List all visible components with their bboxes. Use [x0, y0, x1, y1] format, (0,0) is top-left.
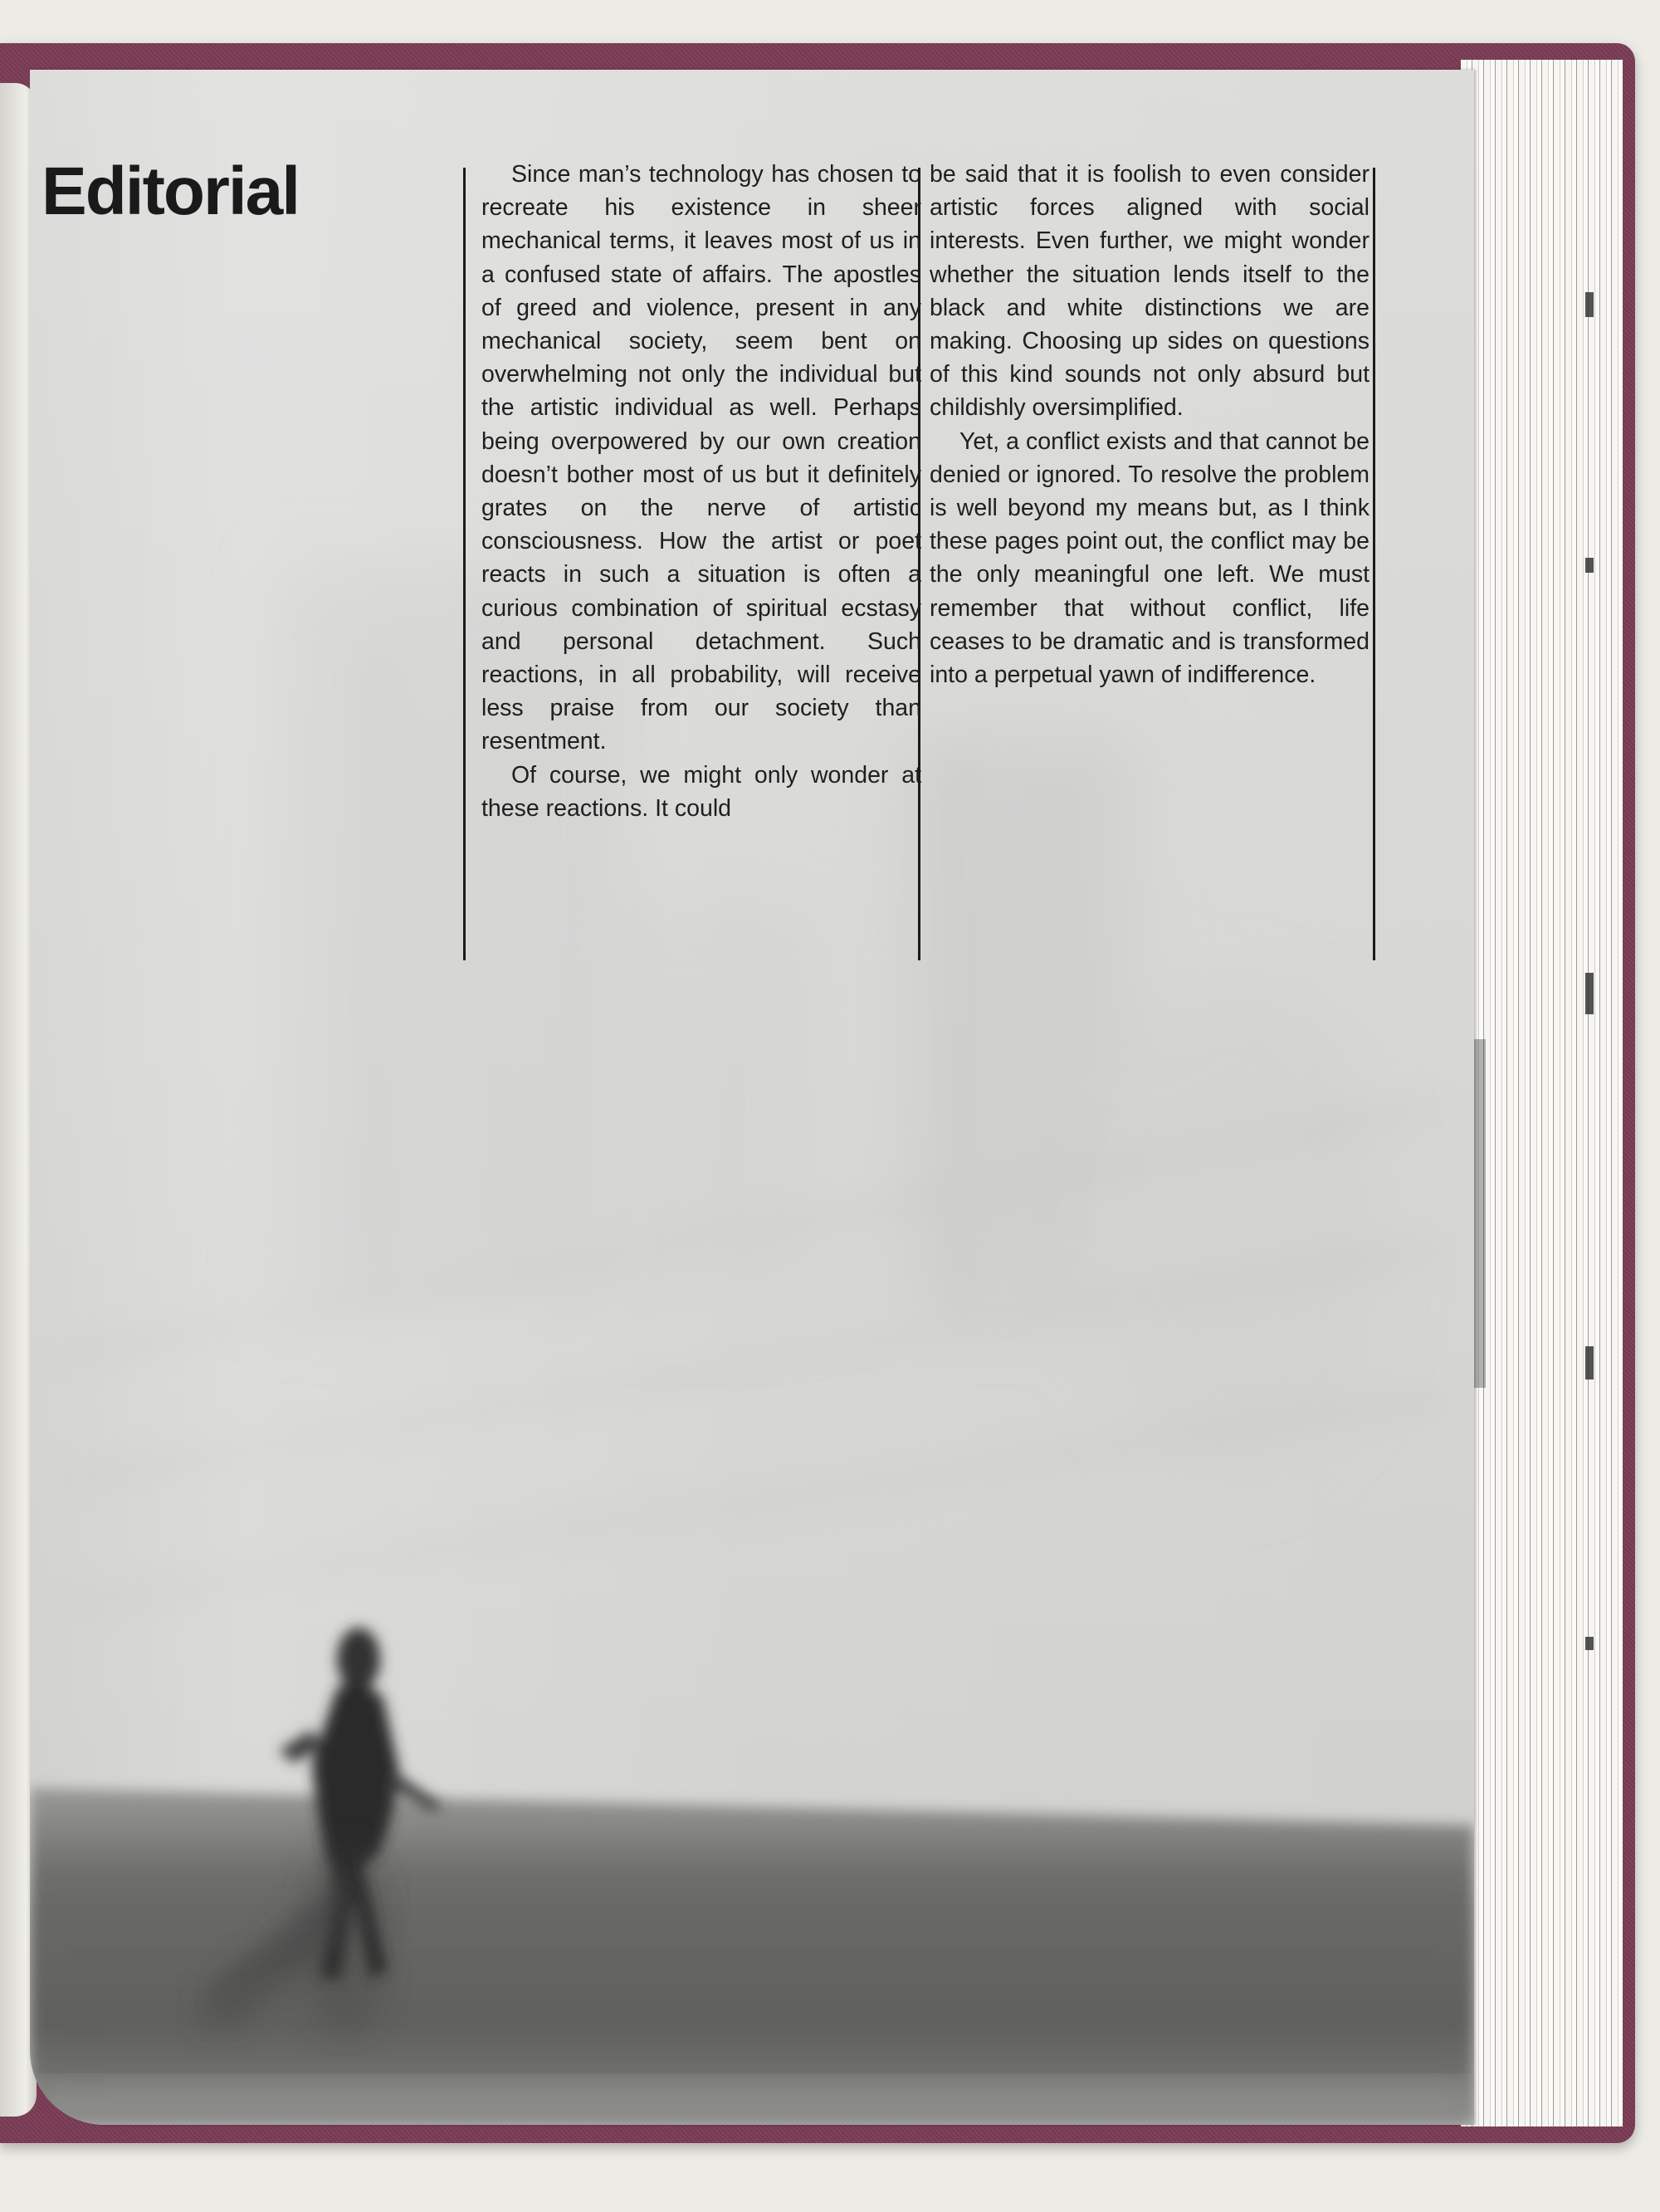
column-rule: [463, 168, 466, 960]
edge-mark: [1585, 1637, 1594, 1650]
article-column-1: [481, 158, 921, 825]
article-column-2: [930, 158, 1370, 691]
paragraph: Yet, a conflict exists and that cannot be denied or ignored. To resolve the problem is well beyond my means but, as I think these pages point out, the conflict may be the only meaningful one left. We must remember that without conflict, life ceases to be dramatic and is transformed into a perpetual yawn of indifference.: [930, 427, 1370, 689]
paragraph: Since man’s technology has chosen to recreate his existence in sheer mechanical terms, it leaves most of us in a confused state of affairs. The apostles of greed and violence, present in any mechanical society, seem bent on overwhelming not only the individual but the artistic individual as well. Perhaps being overpowered by our own creation doesn’t bother most of us but it definitely grates on the nerve of artistic consciousness. How the artist or poet reacts in such a situation is often a curious combination of spiritual ecstasy and personal detachment. Such reactions, in all probability, will receive less praise from our society than resentment.: [481, 161, 921, 755]
paragraph: be said that it is foolish to even consider artistic forces aligned with social interests. Even further, we might wonder whether the situation lends itself to the black and white distinctions we are making. Choosing up sides on questions of this kind sounds not only absurd but childishly oversimplified.: [930, 161, 1370, 422]
page-title: Editorial: [42, 154, 300, 229]
page-block-edges: [1461, 60, 1623, 2127]
edge-mark: [1585, 973, 1594, 1014]
edge-mark: [1585, 1346, 1594, 1379]
edge-mark: [1585, 558, 1594, 573]
column-rule: [1373, 168, 1375, 960]
magazine-page: [30, 70, 1474, 2125]
edge-mark: [1585, 292, 1594, 317]
paragraph: Of course, we might only wonder at these reactions. It could: [481, 761, 921, 822]
